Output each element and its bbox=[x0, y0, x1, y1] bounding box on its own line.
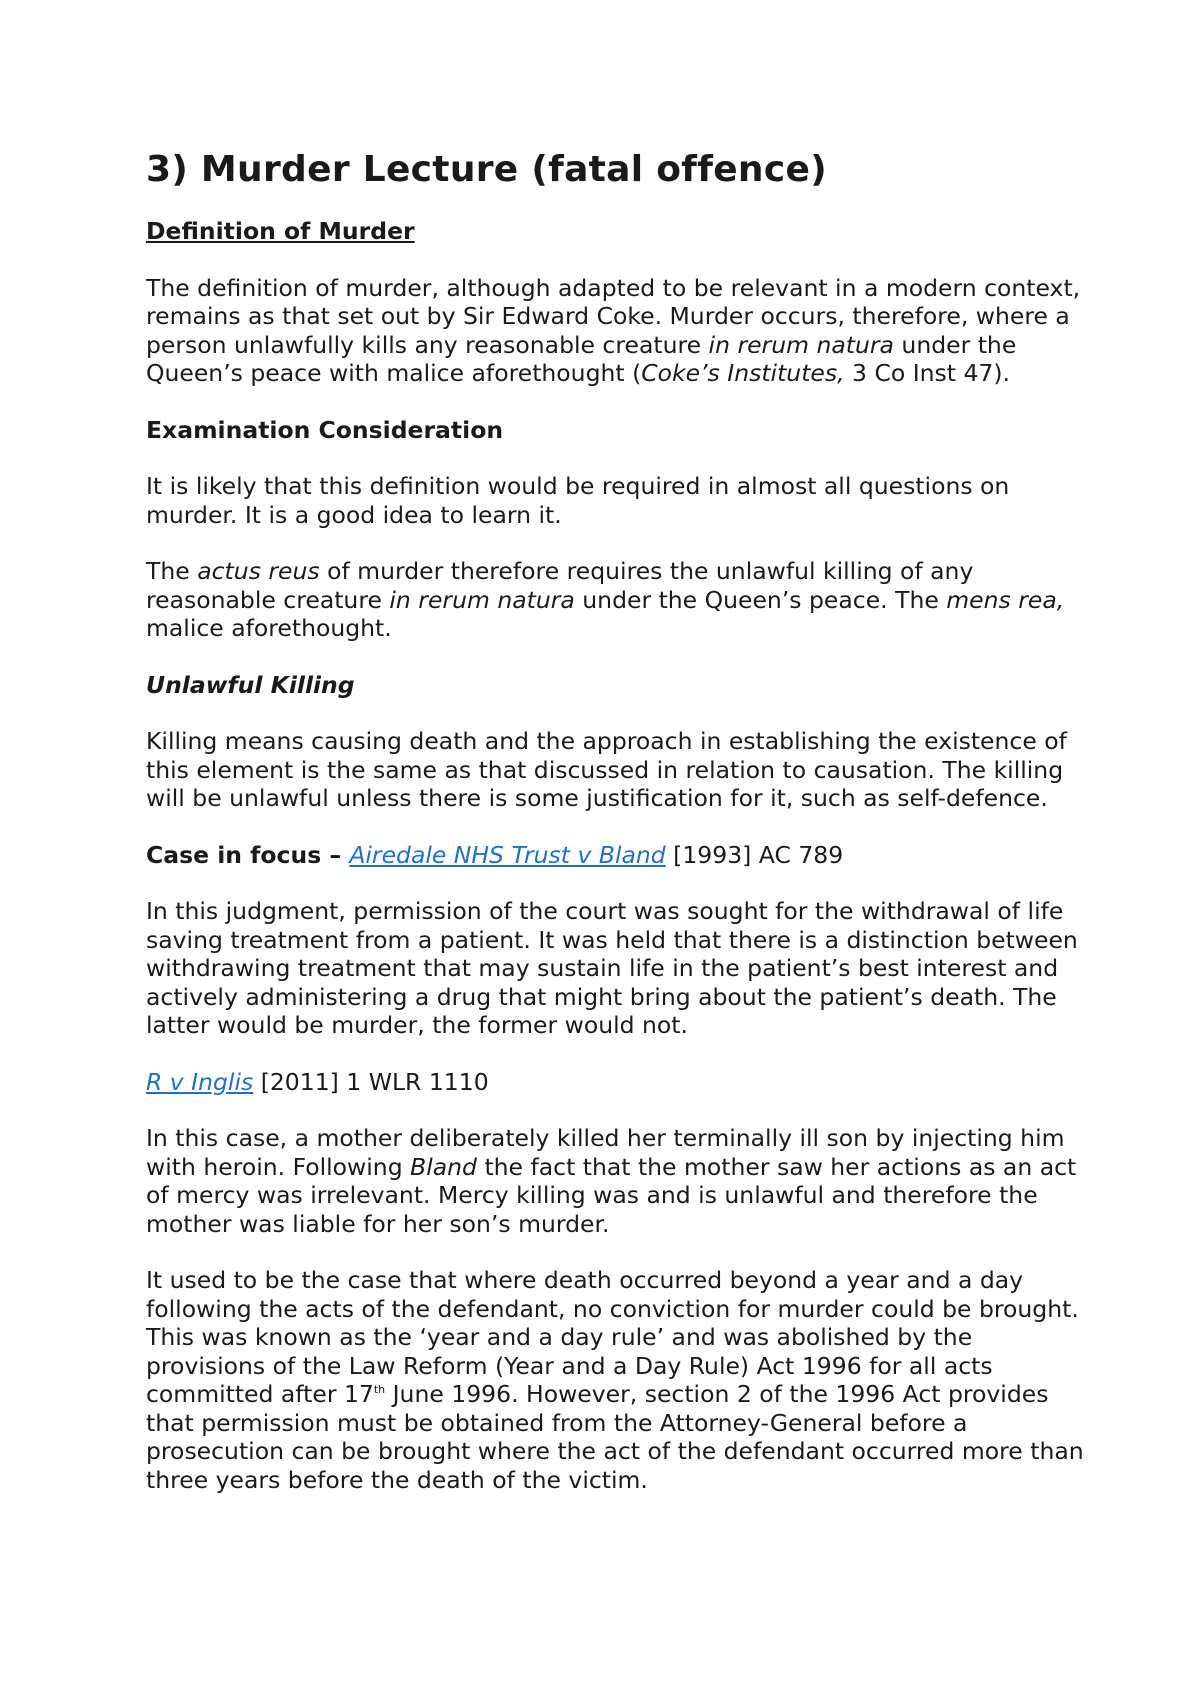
exam-paragraph: It is likely that this definition would be required in almost all questions on murder. It is a good idea to learn it. bbox=[146, 472, 1010, 529]
definition-heading bbox=[146, 217, 1086, 246]
year-and-a-day-paragraph: It used to be the case that where death occurred beyond a year and a day following the acts of the defendant, no conviction for murder could be brought. This was known as the ‘year and a day rule’ and was abolished by the provisions of the Law Reform (Year and a Day Rule) Act 1996 for all acts committed after 17th June 1996. However, section 2 of the 1996 Act provides that permission must be obtained from the Attorney-General before a prosecution can be brought where the act of the defendant occurred more than three years before the death of the victim. bbox=[146, 1266, 1084, 1494]
inglis-heading: R v Inglis [2011] 1 WLR 1110 bbox=[146, 1067, 489, 1096]
inglis-paragraph: In this case, a mother deliberately killed her terminally ill son by injecting him with heroin. Following Bland the fact that the mother saw her actions as an act of mercy was irrelevant. Mercy killing was and is unlawful and therefore the mother was liable for her son’s murder. bbox=[146, 1124, 1077, 1238]
exam-heading: Examination Consideration bbox=[146, 415, 504, 444]
definition-heading-text: Definition of Murder bbox=[146, 217, 415, 245]
actus-reus-paragraph: The actus reus of murder therefore requires the unlawful killing of any reasonable creature in rerum natura under the Queen’s peace. The mens rea, malice aforethought. bbox=[146, 557, 1065, 642]
unlawful-killing-paragraph: Killing means causing death and the approach in establishing the existence of this element is the same as that discussed in relation to causation. The killing will be unlawful unless there is some justification for it, such as self-defence. bbox=[146, 727, 1067, 812]
unlawful-killing-heading: Unlawful Killing bbox=[146, 670, 355, 699]
case-in-focus-heading: Case in focus – Airedale NHS Trust v Bland [1993] AC 789 bbox=[146, 840, 844, 869]
document-body bbox=[146, 148, 1086, 1522]
bland-paragraph: In this judgment, permission of the court was sought for the withdrawal of life saving treatment from a patient. It was held that there is a distinction between withdrawing treatment that may sustain life in the patient’s best interest and actively administering a drug that might bring about the patient’s death. The latter would be murder, the former would not. bbox=[146, 897, 1078, 1039]
page-title: 3) Murder Lecture (fatal offence) bbox=[146, 149, 827, 190]
definition-paragraph: The definition of murder, although adapted to be relevant in a modern context, remains as that set out by Sir Edward Coke. Murder occurs, therefore, where a person unlawfully kills any reasonable creature in rerum natura under the Queen’s peace with malice aforethought (Coke’s Institutes, 3 Co Inst 47). bbox=[146, 273, 1081, 387]
inglis-case-link[interactable]: R v Inglis bbox=[146, 1067, 254, 1096]
bland-case-link[interactable]: Airedale NHS Trust v Bland bbox=[349, 840, 666, 869]
